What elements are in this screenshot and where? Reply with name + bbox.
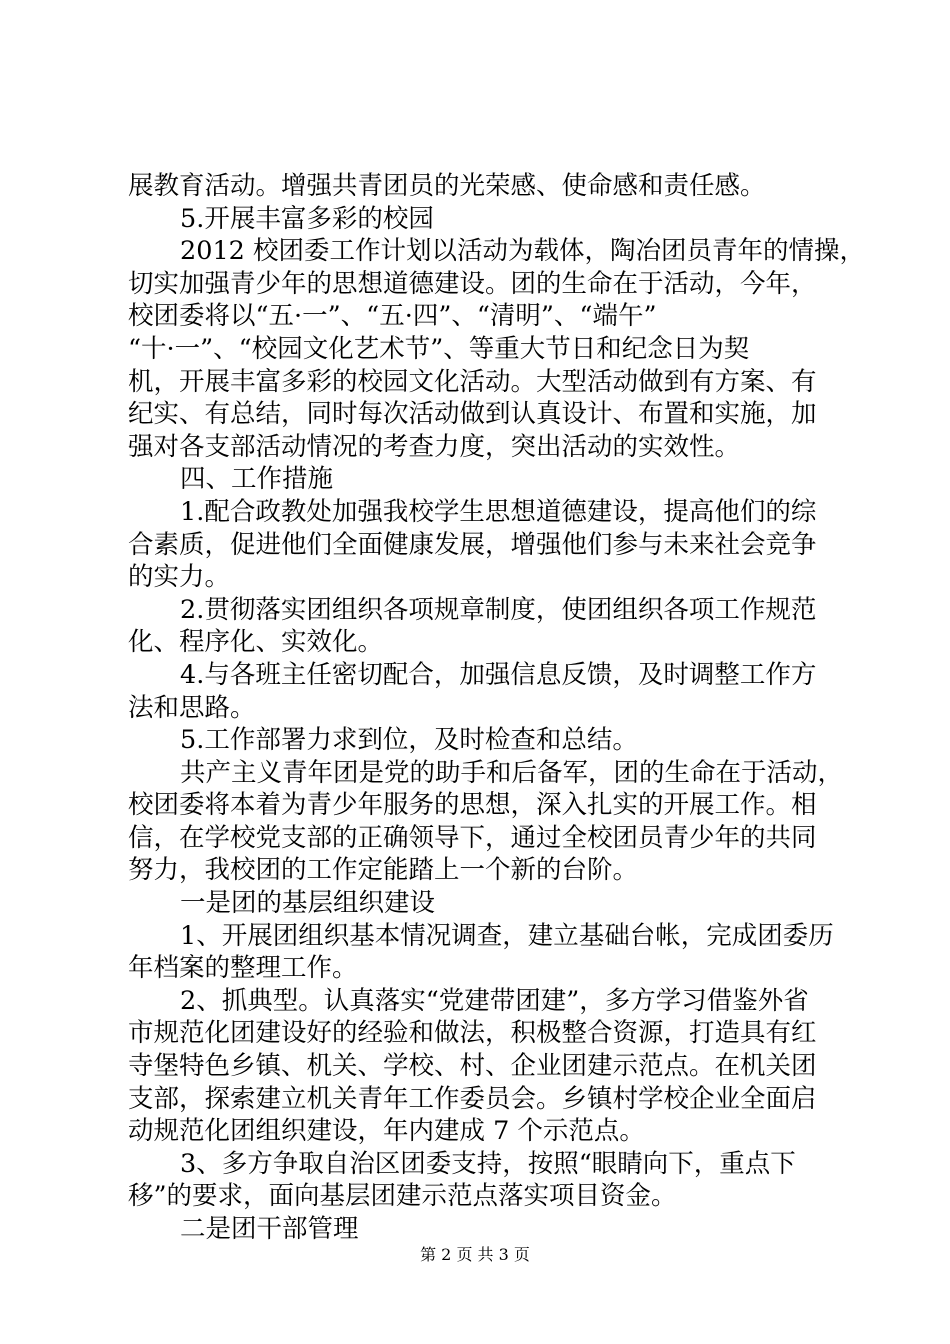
document-body xyxy=(128,170,866,1246)
text-line: 合素质，促进他们全面健康发展，增强他们参与未来社会竞争 xyxy=(128,529,817,560)
text-line: 市规范化团建设好的经验和做法，积极整合资源，打造具有红 xyxy=(128,1018,817,1049)
text-line: 二是团干部管理 xyxy=(180,1214,359,1244)
text-line: 共产主义青年团是党的助手和后备军，团的生命在于活动， xyxy=(180,757,844,788)
text-line: 展教育活动。增强共青团员的光荣感、使命感和责任感。 xyxy=(128,171,766,201)
text-line: 2、抓典型。认真落实“党建带团建”，多方学习借鉴外省 xyxy=(180,985,809,1016)
text-line: 动规范化团组织建设，年内建成 7 个示范点。 xyxy=(128,1116,645,1147)
text-line: 校团委将本着为青少年服务的思想，深入扎实的开展工作。相 xyxy=(128,790,817,821)
text-line: 年档案的整理工作。 xyxy=(128,953,358,984)
text-line: 四、工作措施 xyxy=(180,464,334,495)
text-line: 4.与各班主任密切配合，加强信息反馈，及时调整工作方 xyxy=(180,659,817,690)
text-line: 一是团的基层组织建设 xyxy=(180,888,436,919)
text-line: 信，在学校党支部的正确领导下，通过全校团员青少年的共同 xyxy=(128,822,817,853)
text-line: 1、开展团组织基本情况调查，建立基础台帐，完成团委历 xyxy=(180,920,834,951)
text-line: 纪实、有总结，同时每次活动做到认真设计、布置和实施，加 xyxy=(128,399,817,430)
text-line: 2.贯彻落实团组织各项规章制度，使团组织各项工作规范 xyxy=(180,594,817,625)
text-line: 1.配合政教处加强我校学生思想道德建设，提高他们的综 xyxy=(180,496,817,527)
text-line: 机，开展丰富多彩的校园文化活动。大型活动做到有方案、有 xyxy=(128,366,817,397)
text-line: 支部，探索建立机关青年工作委员会。乡镇村学校企业全面启 xyxy=(128,1083,817,1114)
text-line: 3、多方争取自治区团委支持，按照“眼睛向下，重点下 xyxy=(180,1148,796,1179)
text-line: 5.开展丰富多彩的校园 xyxy=(180,203,434,234)
text-line: 强对各支部活动情况的考查力度，突出活动的实效性。 xyxy=(128,431,741,462)
page-footer: 第 2 页 共 3 页 xyxy=(420,1245,530,1264)
text-line: 法和思路。 xyxy=(128,692,256,723)
text-line: “十·一”、“校园文化艺术节”、等重大节日和纪念日为契 xyxy=(128,333,750,364)
text-line: 寺堡特色乡镇、机关、学校、村、企业团建示范点。在机关团 xyxy=(128,1051,817,1082)
text-line: 2012 校团委工作计划以活动为载体，陶冶团员青年的情操， xyxy=(180,236,866,267)
text-line: 的实力。 xyxy=(128,562,231,593)
text-line: 5.工作部署力求到位，及时检查和总结。 xyxy=(180,725,638,756)
text-line: 移”的要求，面向基层团建示范点落实项目资金。 xyxy=(128,1181,677,1212)
text-line: 切实加强青少年的思想道德建设。团的生命在于活动，今年， xyxy=(128,268,817,299)
text-line: 化、程序化、实效化。 xyxy=(128,627,384,658)
text-line: 校团委将以“五·一”、“五·四”、“清明”、“端午” xyxy=(128,301,657,332)
text-line: 努力，我校团的工作定能踏上一个新的台阶。 xyxy=(128,855,639,886)
